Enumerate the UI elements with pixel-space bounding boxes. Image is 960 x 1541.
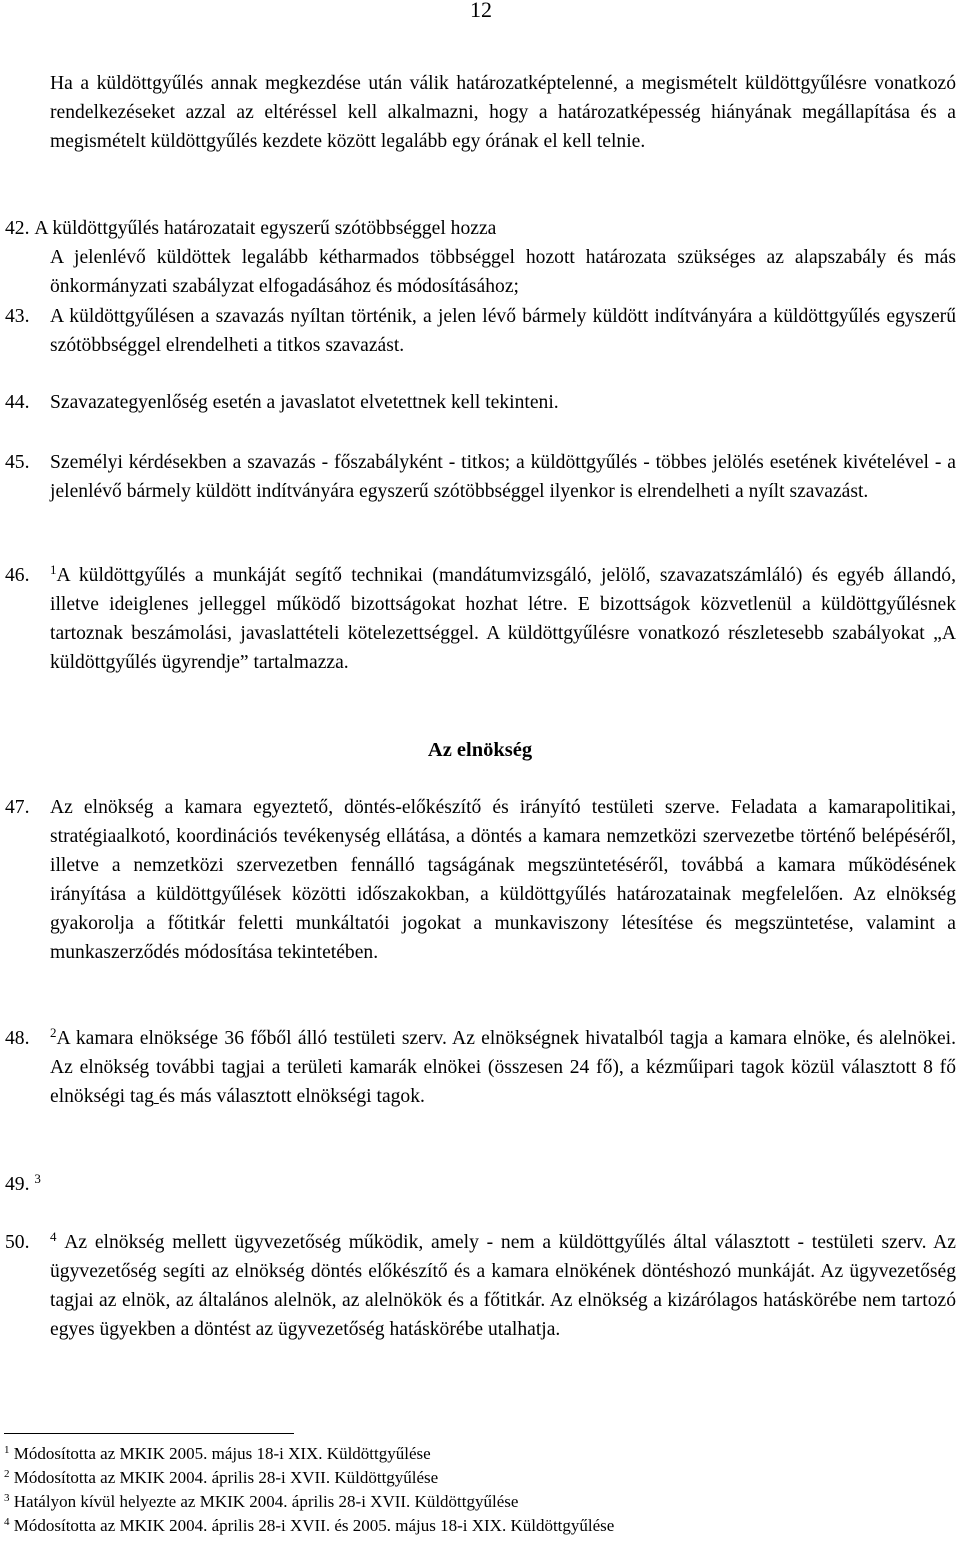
paragraph-48 — [5, 1024, 956, 1111]
section-heading: Az elnökség — [427, 739, 533, 761]
paragraph-45 — [5, 448, 956, 506]
paragraph-44-text: Szavazategyenlőség esetén a javaslatot elvetettnek kell tekinteni. — [50, 392, 559, 413]
paragraph-43-text: A küldöttgyűlésen a szavazás nyíltan történik, a jelen lévő bármely küldött indítványára a küldöttgyűlés egyszerű szótöbbséggel elrendelheti a titkos szavazást. — [50, 306, 956, 356]
paragraph-45-text: Személyi kérdésekben a szavazás - főszabályként - titkos; a küldöttgyűlés - többes jelölés esetének kivételével - a jelenlévő bármely küldött indítványára egyszerű szótöbbséggel ilyenkor is elrendelheti a nyílt szavazást. — [50, 452, 956, 502]
paragraph-47-text: Az elnökség a kamara egyeztető, döntés-előkészítő és irányító testületi szerve. Feladata a kamarapolitikai, stratégiaalkotó, koordinációs tevékenység ellátása, a döntés a kamara nemzetközi szervezetbe történő belépéséről, illetve a nemzetközi szervezetben fennálló tagságának megszüntetéséről, továbbá a kamara működésének irányítása a küldöttgyűlések közötti időszakokban, a küldöttgyűlés határozatainak megfelelően. Az elnökség gyakorolja a főtitkár feletti munkáltatói jogokat a munkaviszony létesítése és megszüntetése, valamint a munkaszerződés módosítása tekintetében. — [50, 797, 956, 963]
paragraph-47 — [5, 793, 956, 967]
footnote-2-mark: 2 — [4, 1468, 10, 1480]
footnote-3-text: Hatályon kívül helyezte az MKIK 2004. április 28-i XVII. Küldöttgyűlése — [13, 1492, 519, 1511]
paragraph-46-body — [50, 561, 956, 677]
paragraph-45-number: 45. — [5, 452, 30, 473]
footnote-4 — [4, 1515, 614, 1537]
footnote-ref-3[interactable]: 3 — [34, 1171, 41, 1186]
footnote-1-mark: 1 — [4, 1444, 10, 1456]
paragraph-44 — [5, 388, 956, 417]
paragraph-42 — [5, 214, 956, 301]
paragraph-43-number: 43. — [5, 306, 30, 327]
footnote-separator — [4, 1433, 294, 1434]
paragraph-50 — [5, 1228, 956, 1344]
paragraph-48-number: 48. — [5, 1028, 30, 1049]
paragraph-50-number: 50. — [5, 1232, 30, 1253]
paragraph-47-number: 47. — [5, 797, 30, 818]
intro-paragraph: Ha a küldöttgyűlés annak megkezdése után válik határozatképtelenné, a megismételt küldöttgyűlésre vonatkozó rendelkezéseket azzal az eltéréssel kell alkalmazni, hogy a határozatképesség hiányának megállapítása és a megismételt küldöttgyűlés kezdete között legalább egy órának el kell telnie. — [50, 73, 956, 152]
paragraph-46 — [5, 561, 956, 677]
paragraph-50-body — [50, 1228, 956, 1344]
paragraph-43 — [5, 302, 956, 360]
paragraph-50-text: Az elnökség mellett ügyvezetőség működik, amely - nem a küldöttgyűlés által választott - testületi szerv. Az ügyvezetőség segíti az elnökség döntés előkészítő és a kamara elnökének döntéshozó munkáját. Az ügyvezetőség tagjai az elnök, az általános alelnök, az alelnökök és a főtitkár. Az elnökség a kizárólagos hatáskörébe nem tartozó egyes ügyekben a döntést az ügyvezetőség hatáskörébe utalhatja. — [50, 1232, 956, 1340]
paragraph-46-number: 46. — [5, 565, 30, 586]
footnote-3 — [4, 1491, 518, 1513]
paragraph-48-text-a: A kamara elnöksége 36 főből álló testületi szerv. Az elnökségnek hivatalból tagja a kamara elnöke, és alelnökei. Az elnökség további tagjai a területi kamarák elnökei (összesen 24 fő), a kézműipari tagok közül választott 8 fő elnökségi tag — [50, 1028, 956, 1107]
paragraph-42-number: 42. — [5, 218, 30, 239]
footnote-2 — [4, 1467, 438, 1489]
paragraph-48-body — [50, 1024, 956, 1111]
footnote-4-text: Módosította az MKIK 2004. április 28-i XVII. és 2005. május 18-i XIX. Küldöttgyűlése — [13, 1516, 615, 1535]
footnote-1-text: Módosította az MKIK 2005. május 18-i XIX. Küldöttgyűlése — [13, 1444, 431, 1463]
footnote-ref-2[interactable]: 2 — [50, 1025, 57, 1040]
footnote-2-text: Módosította az MKIK 2004. április 28-i XVII. Küldöttgyűlése — [13, 1468, 439, 1487]
paragraph-42-body: A jelenlévő küldöttek legalább kétharmados többséggel hozott határozata szükséges az alapszabály és más önkormányzati szabályzat elfogadásához és módosításához; — [50, 247, 956, 297]
paragraph-42-heading-text: A küldöttgyűlés határozatait egyszerű szótöbbséggel hozza — [34, 218, 497, 239]
footnote-ref-4[interactable]: 4 — [50, 1229, 57, 1244]
footnote-3-mark: 3 — [4, 1492, 10, 1504]
footnote-1 — [4, 1443, 431, 1465]
paragraph-42-first-line — [5, 214, 956, 243]
paragraph-48-text-b: és más választott elnökségi tagok. — [158, 1086, 425, 1107]
footnote-4-mark: 4 — [4, 1516, 10, 1528]
page-number: 12 — [470, 0, 492, 22]
paragraph-49-number: 49. — [5, 1174, 30, 1195]
paragraph-46-text: A küldöttgyűlés a munkáját segítő technikai (mandátumvizsgáló, jelölő, szavazatszámláló) és egyéb állandó, illetve ideiglenes jelleggel működő bizottságokat hozhat létre. E bizottságok közvetlenül a küldöttgyűlésnek tartoznak beszámolási, javaslattételi kötelezettséggel. A küldöttgyűlésre vonatkozó részletesebb szabályokat „A küldöttgyűlés ügyrendje” tartalmazza. — [50, 565, 956, 673]
paragraph-49 — [5, 1170, 911, 1199]
paragraph-44-number: 44. — [5, 392, 30, 413]
footnote-ref-1[interactable]: 1 — [50, 562, 57, 577]
